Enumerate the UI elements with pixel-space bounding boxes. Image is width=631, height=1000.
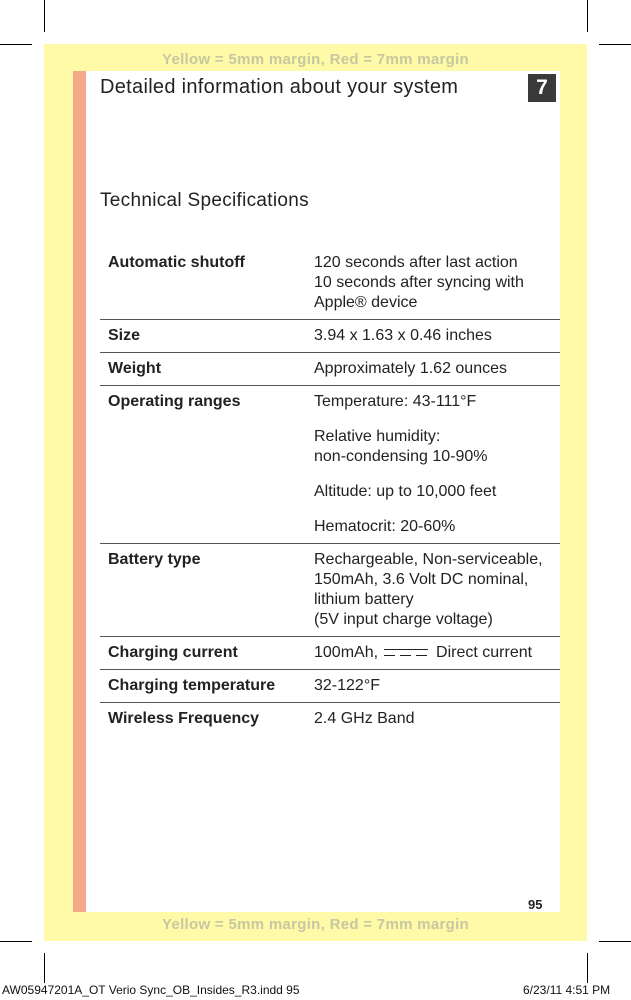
- spec-value: [314, 676, 560, 696]
- spec-value-cell: [306, 544, 560, 637]
- section-title: Technical Specifications: [100, 190, 309, 211]
- spec-row: [100, 670, 560, 703]
- spec-value-cell: [306, 703, 560, 736]
- spec-value: [314, 427, 560, 467]
- spec-value: [314, 482, 560, 502]
- spec-label: Weight: [100, 353, 306, 386]
- spec-label: Charging current: [100, 637, 306, 670]
- spec-value-text: 3.94 x 1.63 x 0.46 inches: [314, 327, 492, 344]
- spec-value-text: 32-122°F: [314, 677, 380, 694]
- spec-value-cell: [306, 247, 560, 320]
- crop-mark: [0, 941, 32, 942]
- spec-value: [314, 326, 560, 346]
- spec-value-text: Altitude: up to 10,000 feet: [314, 483, 497, 500]
- spec-label: Operating ranges: [100, 386, 306, 544]
- spec-value-suffix: Direct current: [436, 644, 533, 661]
- crop-mark: [44, 0, 45, 32]
- crop-mark: [44, 953, 45, 983]
- spec-value: [314, 517, 560, 537]
- spec-value-text: 120 seconds after last action 10 seconds after syncing with Apple® device: [314, 254, 524, 311]
- crop-mark: [0, 44, 32, 45]
- spec-value-cell: [306, 670, 560, 703]
- direct-current-icon: [384, 647, 428, 659]
- crop-mark: [599, 44, 631, 45]
- crop-mark: [587, 0, 588, 32]
- spec-table: [100, 247, 560, 735]
- spec-value-cell: [306, 353, 560, 386]
- spec-value: [314, 359, 560, 379]
- spec-value-cell: [306, 320, 560, 353]
- spec-row: [100, 320, 560, 353]
- spec-value-text: Approximately 1.62 ounces: [314, 360, 507, 377]
- spec-label: Size: [100, 320, 306, 353]
- spec-row: [100, 386, 560, 544]
- spec-value-cell: [306, 637, 560, 670]
- spec-label: Wireless Frequency: [108, 710, 260, 727]
- page-number: 95: [528, 897, 543, 912]
- spec-value-text: Rechargeable, Non-serviceable, 150mAh, 3.6 Volt DC nominal, lithium battery (5V input charge voltage): [314, 551, 543, 628]
- spec-value-text: 100mAh,: [314, 644, 379, 661]
- spec-value-text: Relative humidity: non-condensing 10-90%: [314, 428, 488, 465]
- margin-note-top: Yellow = 5mm margin, Red = 7mm margin: [161, 51, 470, 68]
- spec-row: [100, 703, 560, 736]
- spec-label: Charging temperature: [100, 670, 306, 703]
- crop-mark: [599, 941, 631, 942]
- spec-row: [100, 637, 560, 670]
- spec-label: Battery type: [100, 544, 306, 637]
- spec-value-text: Temperature: 43-111°F: [314, 393, 477, 410]
- chapter-badge: 7: [528, 74, 556, 102]
- spec-value-text: Hematocrit: 20-60%: [314, 518, 456, 535]
- spec-value-text: 2.4 GHz Band: [314, 710, 415, 727]
- spec-row: [100, 353, 560, 386]
- spec-label: Automatic shutoff: [100, 247, 306, 320]
- spec-value: [314, 643, 560, 663]
- spec-value: [314, 253, 560, 313]
- spec-row: [100, 247, 560, 320]
- spec-row: [100, 544, 560, 637]
- slug-date: 6/23/11 4:51 PM: [523, 983, 611, 997]
- crop-mark: [587, 953, 588, 983]
- spec-value: [314, 709, 560, 729]
- margin-note-bottom: Yellow = 5mm margin, Red = 7mm margin: [161, 916, 470, 933]
- page-header-title: Detailed information about your system: [100, 76, 459, 98]
- margin-guide-red: [73, 71, 86, 912]
- spec-value-cell: [306, 386, 560, 544]
- spec-value: [314, 550, 560, 630]
- slug-file: AW05947201A_OT Verio Sync_OB_Insides_R3.indd 95: [2, 983, 300, 997]
- spec-value: [314, 392, 560, 412]
